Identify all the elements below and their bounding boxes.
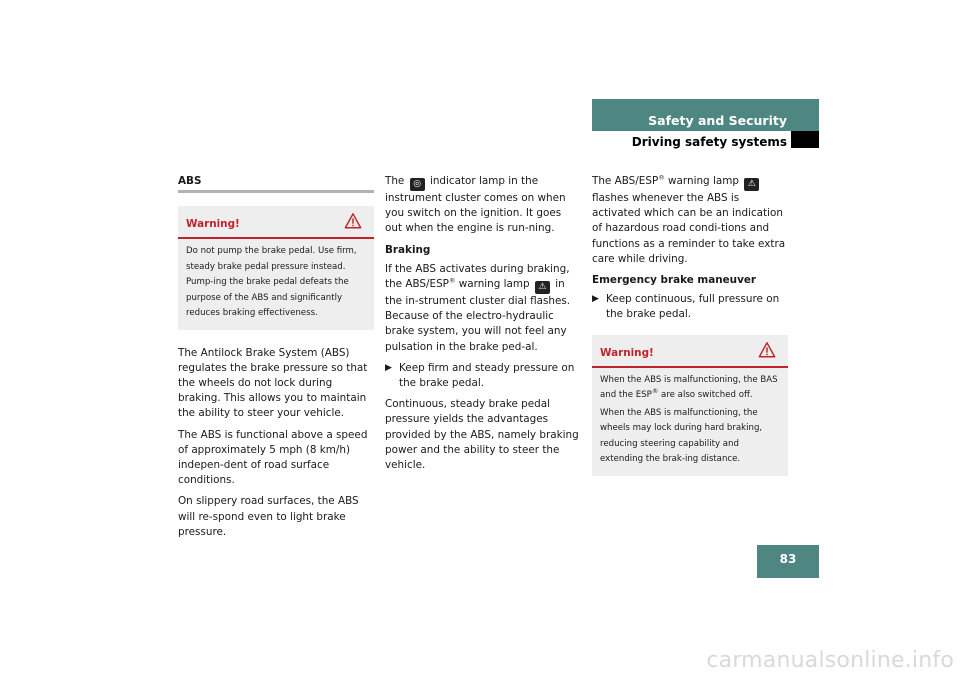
warning-label: Warning! <box>600 346 654 359</box>
bullet-item: ▶ Keep firm and steady pressure on the brake pedal. <box>385 361 581 391</box>
heading-rule <box>178 190 374 193</box>
page-header <box>592 99 819 148</box>
column-2 <box>385 174 581 479</box>
column-1 <box>178 174 374 546</box>
abs-heading: ABS <box>178 175 202 187</box>
warning-triangle-icon <box>758 341 776 359</box>
header-black-tab <box>791 131 819 148</box>
page-number: 83 <box>757 545 819 578</box>
abs-paragraph-3: On slippery road surfaces, the ABS will re-spond even to light brake pressure. <box>178 495 359 538</box>
bullet-arrow-icon: ▶ <box>592 294 599 305</box>
esp-warning-lamp-icon: ⚠ <box>535 281 550 294</box>
column-3 <box>592 174 788 476</box>
warning-box-malfunction <box>592 335 788 476</box>
braking-paragraph: If the ABS activates during braking, the ABS/ESP® warning lamp ⚠ in the in-strument cluster dial flashes. Because of the electro-hydraulic brake system, you will not feel any pulsation in the brake ped-al. <box>385 262 571 353</box>
section-subtitle: Driving safety systems <box>631 135 787 149</box>
indicator-paragraph: The ◎ indicator lamp in the instrument cluster comes on when you switch on the ignition. It goes out when the engine is run-ning. <box>385 175 566 235</box>
abs-indicator-lamp-icon: ◎ <box>410 178 425 191</box>
abs-paragraph-2: The ABS is functional above a speed of approximately 5 mph (8 km/h) indepen-dent of road surface conditions. <box>178 428 368 487</box>
warning-box-pump <box>178 206 374 330</box>
section-title: Safety and Security <box>648 113 787 128</box>
esp-flash-paragraph: The ABS/ESP® warning lamp ⚠ flashes whenever the ABS is activated which can be an indication of hazardous road condi-tions and functions as a reminder to take extra care while driving. <box>592 173 786 265</box>
esp-warning-lamp-icon: ⚠ <box>744 178 759 191</box>
footer-watermark: carmanualsonline.info <box>706 648 954 673</box>
warning-text: Do not pump the brake pedal. Use firm, steady brake pedal pressure instead. Pump-ing the brake pedal defeats the purpose of the ABS and significantly reduces braking effectiveness. <box>186 246 357 318</box>
abs-paragraph-1: The Antilock Brake System (ABS) regulates the brake pressure so that the wheels do not lock during braking. This allows you to maintain the ability to steer your vehicle. <box>178 346 368 420</box>
warning-text-1: When the ABS is malfunctioning, the BAS and the ESP® are also switched off. <box>600 374 778 401</box>
bullet-arrow-icon: ▶ <box>385 362 392 373</box>
warning-text-2: When the ABS is malfunctioning, the wheels may lock during hard braking, reducing steering capability and extending the brak-ing distance. <box>600 407 763 465</box>
emergency-subheading: Emergency brake maneuver <box>592 274 757 287</box>
bullet-item: ▶ Keep continuous, full pressure on the brake pedal. <box>592 292 788 322</box>
braking-subheading: Braking <box>385 243 431 256</box>
pressure-paragraph: Continuous, steady brake pedal pressure yields the advantages provided by the ABS, namely braking power and the ability to steer the vehicle. <box>385 398 579 472</box>
warning-triangle-icon <box>344 212 362 230</box>
warning-label: Warning! <box>186 218 240 230</box>
